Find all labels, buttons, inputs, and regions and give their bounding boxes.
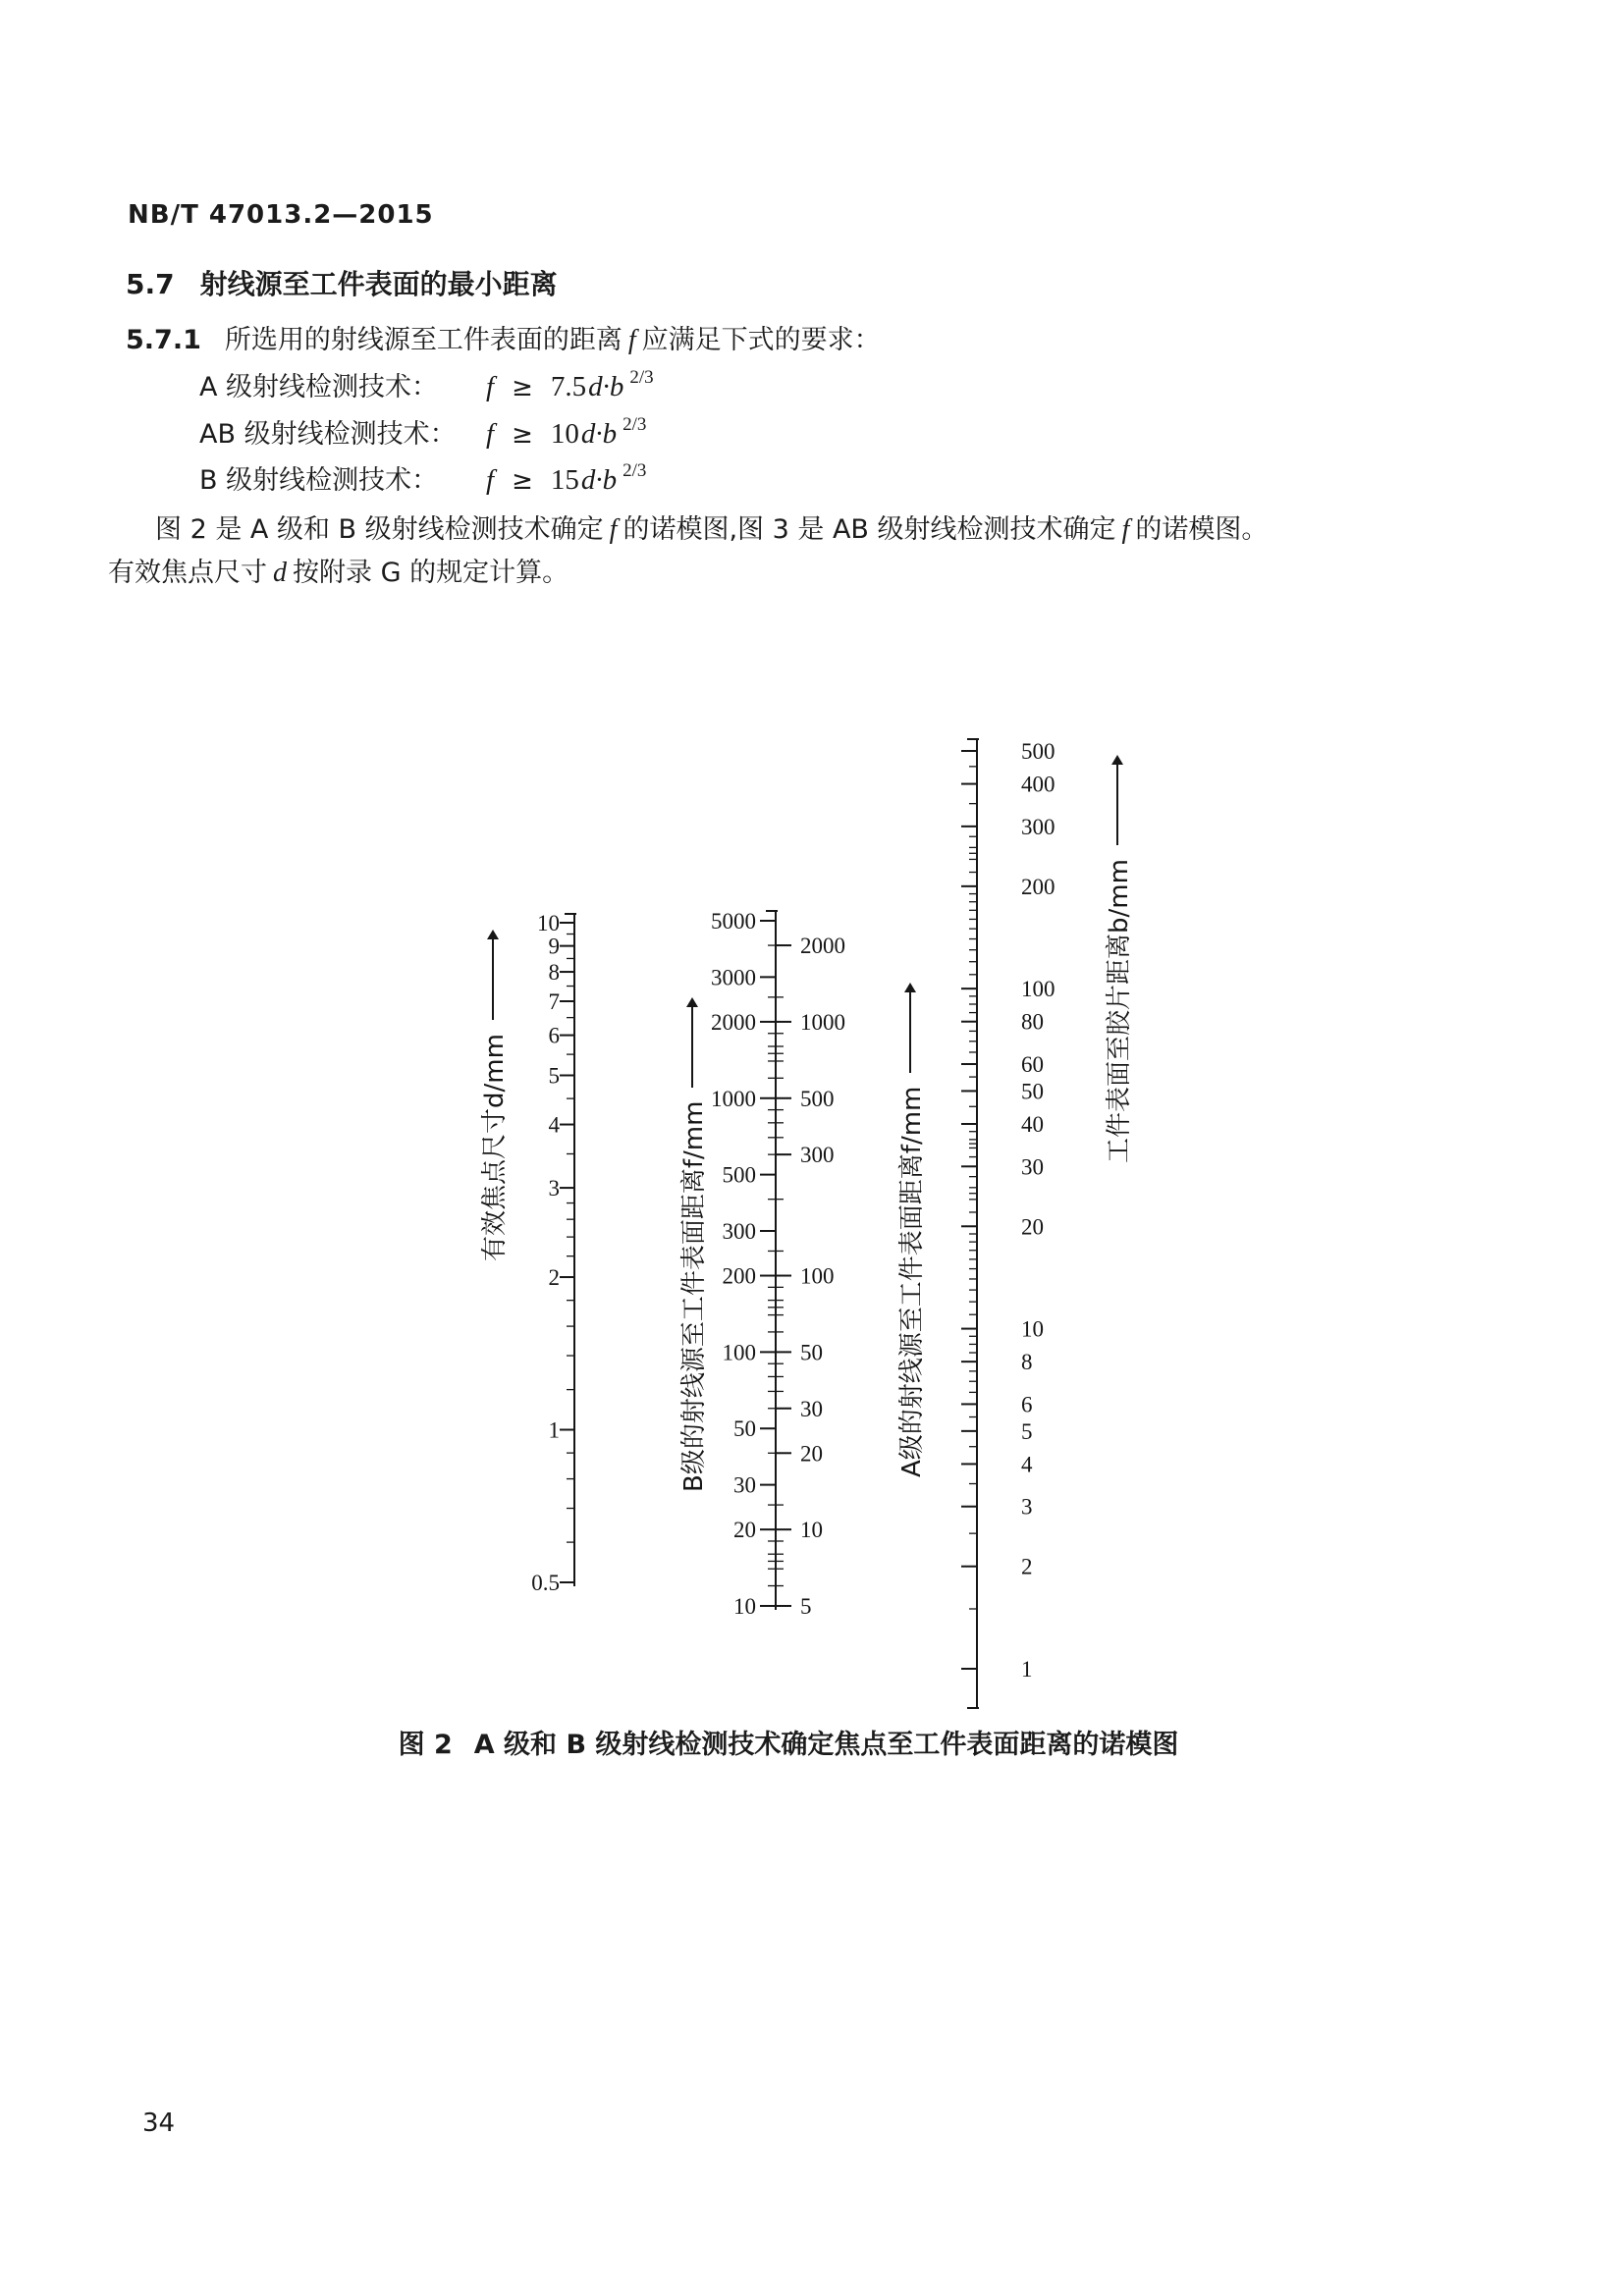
up-arrow-icon bbox=[485, 930, 501, 1020]
formula-row-ab bbox=[199, 412, 646, 451]
svg-text:300: 300 bbox=[1021, 814, 1056, 839]
svg-text:2: 2 bbox=[548, 1265, 560, 1291]
formula-row-a bbox=[199, 365, 654, 403]
clause-text-prefix: 所选用的射线源至工件表面的距离 bbox=[224, 325, 623, 355]
svg-text:10: 10 bbox=[537, 911, 560, 935]
figure-caption-text: A 级和 B 级射线检测技术确定焦点至工件表面距离的诺模图 bbox=[473, 1730, 1179, 1760]
formula-label: B 级射线检测技术： bbox=[199, 465, 439, 496]
up-arrow-icon bbox=[1110, 755, 1125, 845]
section-heading-title: 射线源至工件表面的最小距离 bbox=[199, 268, 558, 300]
formula-coefficient: 10 bbox=[550, 418, 579, 450]
svg-text:20: 20 bbox=[733, 1518, 756, 1543]
svg-text:1000: 1000 bbox=[711, 1086, 756, 1111]
variable-f: f bbox=[1121, 514, 1130, 545]
svg-text:500: 500 bbox=[722, 1162, 756, 1188]
svg-text:3: 3 bbox=[1021, 1494, 1033, 1520]
variable-d: d bbox=[273, 558, 287, 588]
svg-text:500: 500 bbox=[800, 1086, 835, 1111]
svg-text:6: 6 bbox=[1021, 1392, 1033, 1417]
svg-text:30: 30 bbox=[1021, 1154, 1044, 1180]
svg-text:1000: 1000 bbox=[800, 1009, 845, 1035]
greater-equal-sign: ≥ bbox=[512, 373, 533, 402]
paragraph-line-2 bbox=[108, 551, 568, 589]
svg-text:80: 80 bbox=[1021, 1009, 1044, 1035]
formula-label: A 级射线检测技术： bbox=[199, 372, 439, 402]
section-heading bbox=[126, 263, 558, 302]
formula-var-f: f bbox=[486, 464, 495, 496]
svg-text:1: 1 bbox=[548, 1417, 560, 1443]
svg-text:30: 30 bbox=[800, 1396, 823, 1421]
paragraph-text: 的诺模图,图 3 是 AB 级射线检测技术确定 bbox=[623, 514, 1116, 545]
svg-text:2000: 2000 bbox=[711, 1009, 756, 1035]
svg-text:5: 5 bbox=[1021, 1418, 1033, 1444]
section-heading-number: 5.7 bbox=[126, 268, 175, 300]
svg-text:20: 20 bbox=[1021, 1214, 1044, 1240]
scale-title-f-b-class bbox=[674, 997, 710, 1492]
formula-expression bbox=[486, 414, 647, 450]
svg-text:3000: 3000 bbox=[711, 965, 756, 990]
clause-variable-f: f bbox=[627, 325, 636, 355]
svg-text:300: 300 bbox=[722, 1218, 756, 1244]
scale-title-b bbox=[1099, 755, 1135, 1163]
svg-text:4: 4 bbox=[548, 1112, 560, 1138]
svg-text:100: 100 bbox=[800, 1263, 835, 1289]
page-number: 34 bbox=[142, 2109, 176, 2138]
svg-text:60: 60 bbox=[1021, 1051, 1044, 1077]
scale-title-text: 有效焦点尺寸d/mm bbox=[480, 1034, 510, 1261]
svg-text:40: 40 bbox=[1021, 1112, 1044, 1138]
greater-equal-sign: ≥ bbox=[512, 466, 533, 496]
clause-text-suffix: 应满足下式的要求： bbox=[641, 325, 881, 355]
formula-exponent: 2/3 bbox=[629, 367, 654, 389]
clause-number: 5.7.1 bbox=[126, 325, 201, 355]
scale-title-text: B级的射线源至工件表面距离f/mm bbox=[679, 1100, 709, 1492]
scale-title-text: A级的射线源至工件表面距离f/mm bbox=[897, 1086, 927, 1477]
svg-text:20: 20 bbox=[800, 1441, 823, 1467]
svg-text:30: 30 bbox=[733, 1472, 756, 1498]
svg-text:100: 100 bbox=[1021, 977, 1056, 1002]
up-arrow-icon bbox=[684, 997, 700, 1088]
scale-title-text: 工件表面至胶片距离b/mm bbox=[1105, 859, 1134, 1163]
clause-5-7-1 bbox=[126, 318, 881, 356]
svg-text:200: 200 bbox=[722, 1263, 756, 1289]
svg-text:8: 8 bbox=[1021, 1350, 1033, 1375]
svg-text:300: 300 bbox=[800, 1143, 835, 1168]
paragraph-text: 的诺模图。 bbox=[1135, 514, 1269, 545]
figure-caption bbox=[0, 1723, 1624, 1761]
svg-text:400: 400 bbox=[1021, 772, 1056, 797]
formula-var-f: f bbox=[486, 371, 495, 402]
svg-text:5000: 5000 bbox=[711, 909, 756, 934]
formula-coefficient: 15 bbox=[550, 464, 579, 496]
formula-expression bbox=[486, 460, 647, 496]
svg-text:10: 10 bbox=[1021, 1316, 1044, 1342]
standard-number: NB/T 47013.2—2015 bbox=[128, 200, 434, 230]
formula-expression bbox=[486, 367, 654, 402]
formula-var-f: f bbox=[486, 418, 495, 450]
svg-text:8: 8 bbox=[548, 960, 560, 986]
paragraph-text: 有效焦点尺寸 bbox=[108, 558, 267, 588]
paragraph-line-1 bbox=[155, 507, 1268, 546]
formula-vars-db: d·b bbox=[588, 371, 624, 402]
svg-text:4: 4 bbox=[1021, 1452, 1033, 1477]
formula-vars-db: d·b bbox=[580, 464, 618, 496]
svg-text:5: 5 bbox=[548, 1063, 560, 1089]
formula-vars-db: d·b bbox=[580, 418, 618, 450]
svg-text:100: 100 bbox=[722, 1340, 756, 1365]
scale-title-d bbox=[474, 930, 511, 1261]
svg-text:2000: 2000 bbox=[800, 934, 845, 959]
paragraph-text: 按附录 G 的规定计算。 bbox=[293, 558, 569, 588]
svg-text:6: 6 bbox=[548, 1023, 560, 1048]
formula-row-b bbox=[199, 458, 646, 497]
svg-text:50: 50 bbox=[800, 1340, 823, 1365]
svg-text:5: 5 bbox=[800, 1594, 812, 1619]
paragraph-text: 图 2 是 A 级和 B 级射线检测技术确定 bbox=[155, 514, 604, 545]
svg-text:1: 1 bbox=[1021, 1657, 1033, 1682]
svg-text:10: 10 bbox=[800, 1518, 823, 1543]
scale-title-f-a-class bbox=[892, 983, 928, 1477]
svg-text:50: 50 bbox=[1021, 1079, 1044, 1104]
svg-text:0.5: 0.5 bbox=[531, 1571, 560, 1595]
formula-exponent: 2/3 bbox=[623, 460, 647, 482]
up-arrow-icon bbox=[902, 983, 918, 1073]
svg-text:10: 10 bbox=[733, 1594, 756, 1619]
svg-text:7: 7 bbox=[548, 989, 560, 1015]
formula-coefficient: 7.5 bbox=[550, 371, 587, 402]
svg-text:2: 2 bbox=[1021, 1554, 1033, 1579]
svg-text:9: 9 bbox=[548, 934, 560, 959]
figure-caption-number: 图 2 bbox=[398, 1730, 453, 1760]
greater-equal-sign: ≥ bbox=[512, 420, 533, 450]
svg-text:500: 500 bbox=[1021, 739, 1056, 764]
svg-text:3: 3 bbox=[548, 1176, 560, 1201]
svg-text:200: 200 bbox=[1021, 874, 1056, 899]
formula-exponent: 2/3 bbox=[623, 414, 647, 436]
formula-label: AB 级射线检测技术： bbox=[199, 419, 457, 450]
variable-f: f bbox=[609, 514, 618, 545]
svg-text:50: 50 bbox=[733, 1416, 756, 1442]
